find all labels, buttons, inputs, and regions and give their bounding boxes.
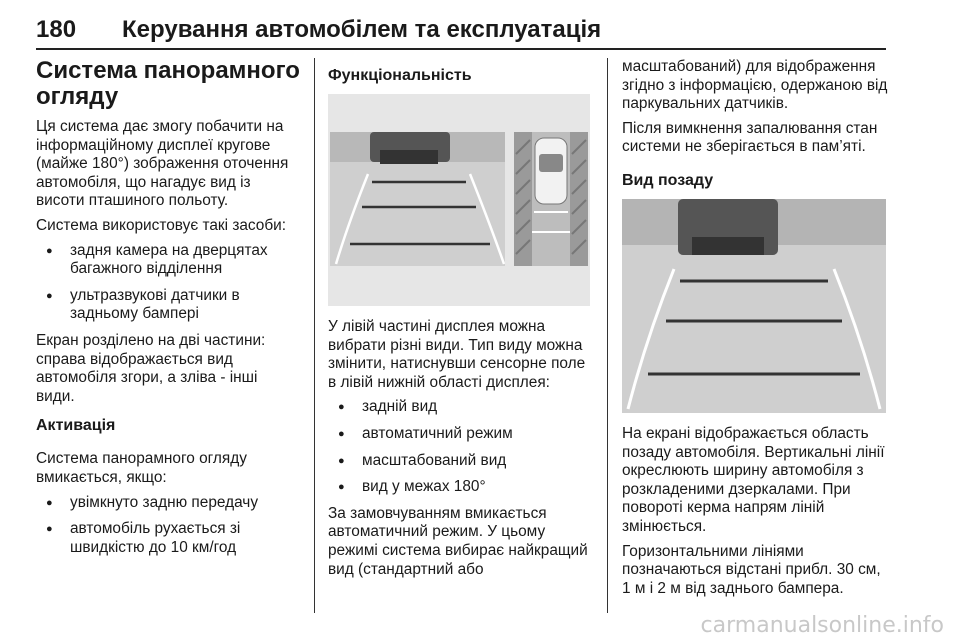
rear-view-heading: Вид позаду xyxy=(622,171,714,189)
list-item: ● ультразвукові датчики в задньому бампері xyxy=(36,287,300,324)
default-mode-paragraph: За замовчуванням вмикається автоматичний режим. У цьому режимі система вибирає найкращий вид (стандартний або xyxy=(328,504,588,578)
top-view-image xyxy=(514,132,588,266)
page-number: 180 xyxy=(36,16,77,43)
split-paragraph: Екран розділено на дві частини: справа відображається вид автомобіля згори, а зліва - інші види. xyxy=(36,331,266,405)
list-item: ● задній вид xyxy=(328,398,594,417)
column-left xyxy=(36,58,300,565)
column-divider xyxy=(607,58,608,613)
views-paragraph: У лівій частині дисплея можна вибрати різні види. Тип виду можна змінити, натиснувши сенсорне поле в лівій нижній області дисплея: xyxy=(328,318,586,391)
views-list xyxy=(328,398,594,496)
camera-view-image xyxy=(330,132,505,266)
list-item: ● увімкнуто задню передачу xyxy=(36,494,300,513)
section-title: Система панорамного огляду xyxy=(36,57,300,110)
uses-intro: Система використовує такі засоби: xyxy=(36,216,287,234)
functionality-heading: Функціональність xyxy=(328,67,472,84)
rear-view-paragraph: На екрані відображається область позаду автомобіля. Вертикальні лінії окреслюють ширину автомобіля з розкладеними дзеркалами. При повороті керма напрям ліній змінюється. xyxy=(622,424,885,535)
conditions-list xyxy=(36,494,300,558)
activation-heading: Активація xyxy=(36,417,116,435)
column-divider xyxy=(314,58,315,613)
ignition-paragraph: Після вимкнення запалювання стан системи не зберігається в пам’яті. xyxy=(622,119,878,156)
rear-view-illustration xyxy=(622,199,886,413)
list-item: ● вид у межах 180° xyxy=(328,478,594,497)
list-item: ● масштабований вид xyxy=(328,452,594,471)
uses-list xyxy=(36,242,300,324)
page-header xyxy=(36,10,886,50)
continued-paragraph: масштабований) для відображення згідно з інформацією, одержаною від паркувальних датчиків. xyxy=(622,58,888,113)
watermark: carmanualsonline.info xyxy=(700,613,944,638)
activation-intro: Система панорамного огляду вмикається, якщо: xyxy=(36,450,247,486)
horizontal-lines-paragraph: Горизонтальними лініями позначаються відстані прибл. 30 см, 1 м і 2 м від заднього бампера. xyxy=(622,542,881,597)
list-item: ● автомобіль рухається зі швидкістю до 10 км/год xyxy=(36,520,300,557)
list-item: ● задня камера на дверцятах багажного відділення xyxy=(36,242,300,279)
chapter-title: Керування автомобілем та експлуатація xyxy=(122,16,602,43)
column-right xyxy=(622,58,888,604)
column-middle xyxy=(328,58,594,585)
intro-paragraph: Ця система дає змогу побачити на інформаційному дисплеї кругове (майже 180°) зображення оточення автомобіля, що нагадує вид із висоти пташиного польоту. xyxy=(36,118,289,210)
list-item: ● автоматичний режим xyxy=(328,425,594,444)
split-display-illustration xyxy=(328,94,590,306)
